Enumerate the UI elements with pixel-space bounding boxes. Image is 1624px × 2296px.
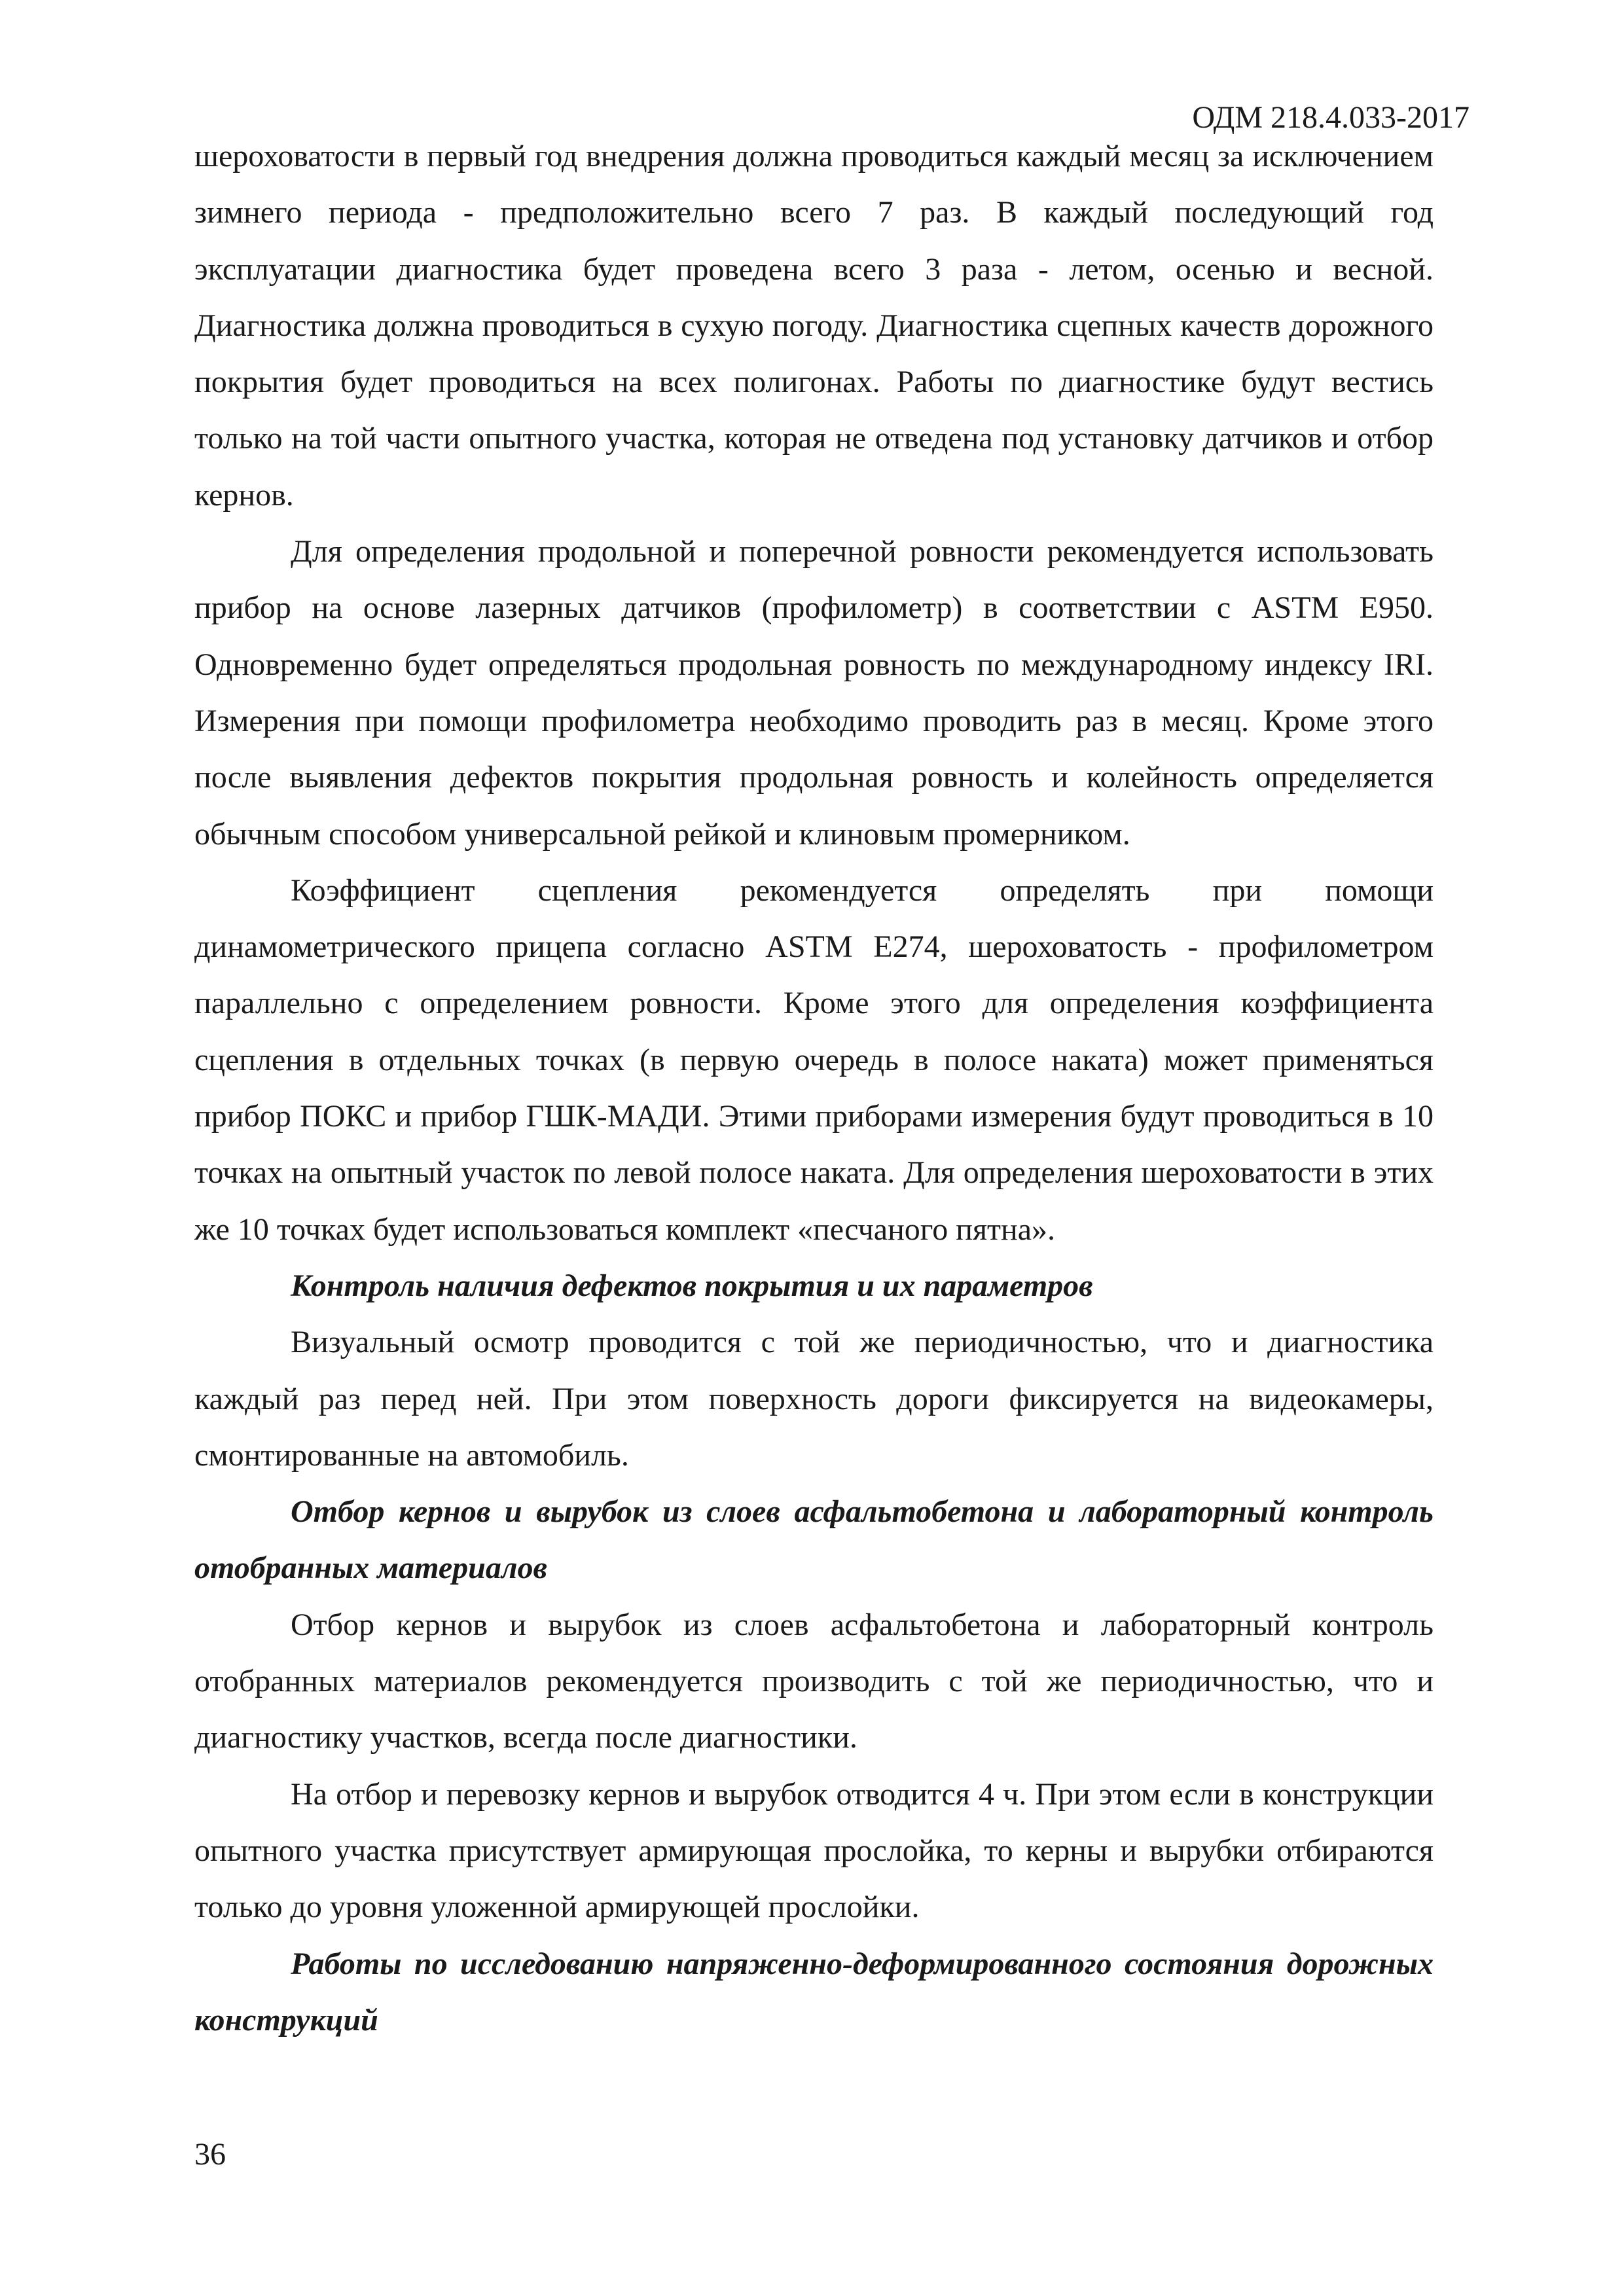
paragraph-core-transport: На отбор и перевозку кернов и вырубок отводится 4 ч. При этом если в конструкции опытного участка присутствует армирующая прослойка, то керны и вырубки отбираются только до уровня уложенной армирующей прослойки. — [194, 1776, 1434, 1925]
heading-defects-control: Контроль наличия дефектов покрытия и их параметров — [291, 1268, 1093, 1303]
paragraph-core-sampling: Отбор кернов и вырубок из слоев асфальтобетона и лабораторный контроль отобранных материалов рекомендуется производить с той же периодичностью, что и диагностику участков, всегда после диагностики. — [194, 1607, 1434, 1755]
heading-core-sampling: Отбор кернов и вырубок из слоев асфальтобетона и лабораторный контроль отобранных материалов — [194, 1494, 1434, 1586]
paragraph-friction-coefficient: Коэффициент сцепления рекомендуется определять при помощи динамометрического прицепа согласно ASTM E274, шероховатость - профилометром параллельно с определением ровности. Кроме этого для определения коэффициента сцепления в отдельных точках (в первую очередь в полосе наката) может применяться прибор ПОКС и прибор ГШК-МАДИ. Этими приборами измерения будут проводиться в 10 точках на опытный участок по левой полосе наката. Для определения шероховатости в этих же 10 точках будет использоваться комплект «песчаного пятна». — [194, 872, 1434, 1247]
paragraph-evenness-measurement: Для определения продольной и поперечной ровности рекомендуется использовать прибор на основе лазерных датчиков (профилометр) в соответствии с ASTM E950. Одновременно будет определяться продольная ровность по международному индексу IRI. Измерения при помощи профилометра необходимо проводить раз в месяц. Кроме этого после выявления дефектов покрытия продольная ровность и колейность определяется обычным способом универсальной рейкой и клиновым промерником. — [194, 534, 1434, 852]
document-code: ОДМ 218.4.033-2017 — [1192, 100, 1470, 135]
document-body — [194, 128, 1434, 2049]
paragraph-visual-inspection: Визуальный осмотр проводится с той же периодичностью, что и диагностика каждый раз перед ней. При этом поверхность дороги фиксируется на видеокамеры, смонтированные на автомобиль. — [194, 1325, 1434, 1473]
page-number: 36 — [194, 2137, 226, 2172]
paragraph-roughness-schedule: шероховатости в первый год внедрения должна проводиться каждый месяц за исключением зимнего периода - предположительно всего 7 раз. В каждый последующий год эксплуатации диагностика будет проведена всего 3 раза - летом, осенью и весной. Диагностика должна проводиться в сухую погоду. Диагностика сцепных качеств дорожного покрытия будет проводиться на всех полигонах. Работы по диагностике будут вестись только на той части опытного участка, которая не отведена под установку датчиков и отбор кернов. — [194, 139, 1434, 512]
heading-stress-strain-research: Работы по исследованию напряженно-деформированного состояния дорожных конструкций — [194, 1946, 1434, 2037]
